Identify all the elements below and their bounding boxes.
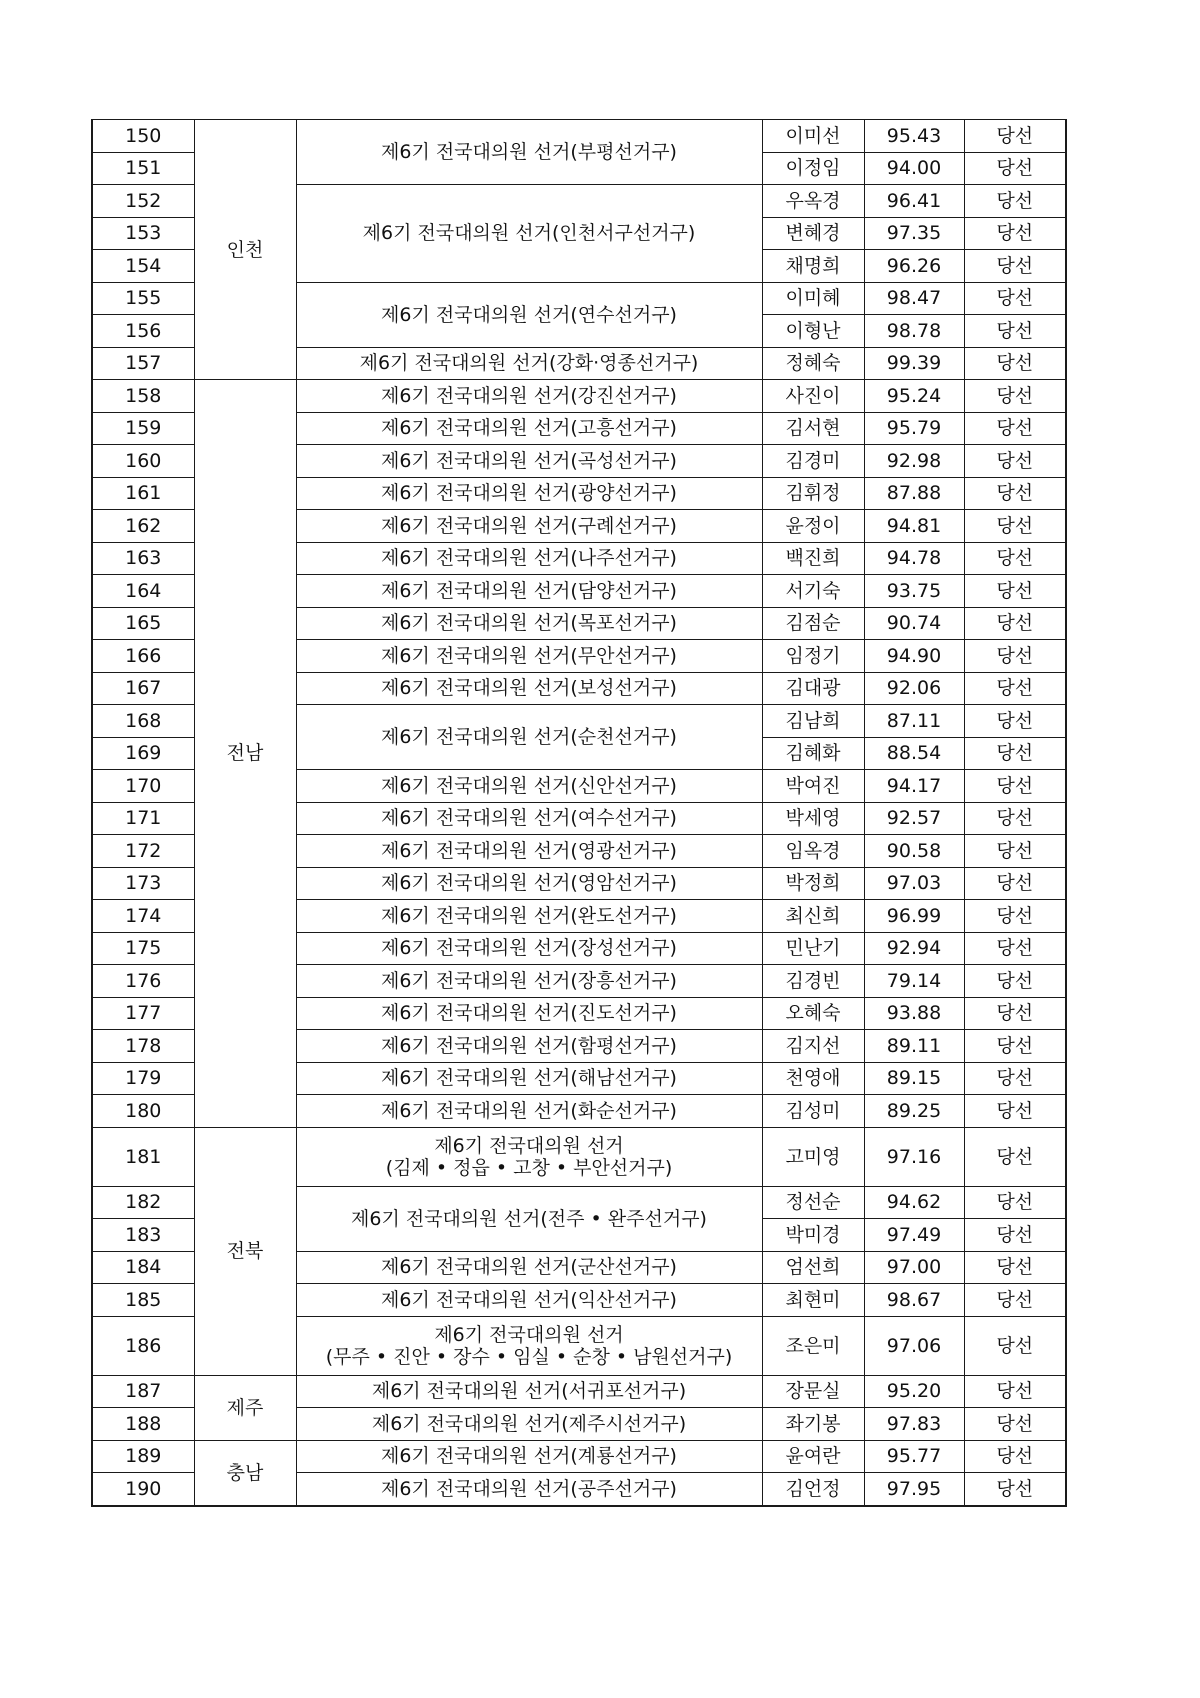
row-number-cell: 167: [92, 672, 194, 705]
vote-rate-cell: 87.11: [864, 705, 964, 738]
vote-rate-cell: 89.15: [864, 1062, 964, 1095]
row-number-cell: 189: [92, 1440, 194, 1473]
vote-rate-cell: 99.39: [864, 347, 964, 380]
election-title: 제6기 전국대의원 선거(인천서구선거구): [362, 222, 696, 245]
vote-rate-cell: 94.81: [864, 510, 964, 543]
vote-rate-cell: 87.88: [864, 477, 964, 510]
vote-rate-cell: 94.17: [864, 770, 964, 803]
election-cell: [296, 1440, 762, 1473]
election-title: 제6기 전국대의원 선거(순천선거구): [381, 726, 677, 748]
candidate-name-cell: 천영애: [762, 1062, 864, 1095]
election-cell: [296, 510, 762, 543]
table-row: [92, 1375, 1066, 1408]
row-number-cell: 177: [92, 997, 194, 1030]
row-number-cell: 154: [92, 250, 194, 283]
election-title: 제6기 전국대의원 선거(부평선거구): [381, 141, 677, 163]
result-cell: 당선: [964, 1062, 1066, 1095]
vote-rate-cell: 79.14: [864, 965, 964, 998]
election-cell: [296, 542, 762, 575]
election-title: 제6기 전국대의원 선거(전주 • 완주선거구): [351, 1207, 707, 1230]
vote-rate-cell: 94.78: [864, 542, 964, 575]
candidate-name-cell: 김휘정: [762, 477, 864, 510]
row-number-cell: 164: [92, 575, 194, 608]
row-number-cell: 166: [92, 640, 194, 673]
election-cell: [296, 575, 762, 608]
result-cell: 당선: [964, 867, 1066, 900]
result-cell: 당선: [964, 672, 1066, 705]
election-cell: [296, 380, 762, 413]
vote-rate-cell: 90.74: [864, 607, 964, 640]
election-cell: [296, 445, 762, 478]
vote-rate-cell: 93.88: [864, 997, 964, 1030]
candidate-name-cell: 정선순: [762, 1186, 864, 1219]
election-title: 제6기 전국대의원 선거(무안선거구): [381, 644, 677, 667]
row-number-cell: 190: [92, 1473, 194, 1506]
election-cell: [296, 1316, 762, 1375]
vote-rate-cell: 89.11: [864, 1030, 964, 1063]
result-cell: 당선: [964, 477, 1066, 510]
election-title: 제6기 전국대의원 선거(영암선거구): [381, 872, 677, 895]
election-title: 제6기 전국대의원 선거(서귀포선거구): [371, 1380, 687, 1403]
row-number-cell: 173: [92, 867, 194, 900]
election-cell: [296, 1251, 762, 1284]
vote-rate-cell: 97.83: [864, 1408, 964, 1441]
vote-rate-cell: 95.77: [864, 1440, 964, 1473]
result-cell: 당선: [964, 1316, 1066, 1375]
candidate-name-cell: 윤정이: [762, 510, 864, 543]
row-number-cell: 157: [92, 347, 194, 380]
election-title: 제6기 전국대의원 선거(장흥선거구): [381, 969, 677, 992]
election-title: 제6기 전국대의원 선거(여수선거구): [381, 807, 677, 830]
result-cell: 당선: [964, 380, 1066, 413]
candidate-name-cell: 우옥경: [762, 185, 864, 218]
region-cell: 인천: [194, 120, 296, 380]
vote-rate-cell: 97.35: [864, 217, 964, 250]
row-number-cell: 165: [92, 607, 194, 640]
result-cell: 당선: [964, 445, 1066, 478]
election-cell: [296, 1127, 762, 1186]
vote-rate-cell: 97.49: [864, 1219, 964, 1252]
vote-rate-cell: 97.95: [864, 1473, 964, 1506]
vote-rate-cell: 95.79: [864, 412, 964, 445]
result-cell: 당선: [964, 1127, 1066, 1186]
election-title: 제6기 전국대의원 선거: [434, 1323, 624, 1346]
vote-rate-cell: 97.03: [864, 867, 964, 900]
candidate-name-cell: 서기숙: [762, 575, 864, 608]
result-cell: 당선: [964, 1440, 1066, 1473]
vote-rate-cell: 97.16: [864, 1127, 964, 1186]
row-number-cell: 163: [92, 542, 194, 575]
election-district: (김제 • 정읍 • 고창 • 부안선거구): [385, 1156, 673, 1179]
vote-rate-cell: 95.20: [864, 1375, 964, 1408]
region-cell: 제주: [194, 1375, 296, 1440]
election-cell: [296, 1186, 762, 1251]
result-cell: 당선: [964, 282, 1066, 315]
vote-rate-cell: 95.43: [864, 120, 964, 153]
vote-rate-cell: 94.62: [864, 1186, 964, 1219]
vote-rate-cell: 96.41: [864, 185, 964, 218]
election-title: 제6기 전국대의원 선거(제주시선거구): [371, 1412, 687, 1435]
election-cell: [296, 1030, 762, 1063]
election-cell: [296, 997, 762, 1030]
result-cell: 당선: [964, 120, 1066, 153]
election-cell: [296, 282, 762, 347]
row-number-cell: 180: [92, 1095, 194, 1128]
election-cell: [296, 477, 762, 510]
vote-rate-cell: 90.58: [864, 835, 964, 868]
result-cell: 당선: [964, 997, 1066, 1030]
candidate-name-cell: 정혜숙: [762, 347, 864, 380]
row-number-cell: 174: [92, 900, 194, 933]
election-cell: [296, 965, 762, 998]
election-title: 제6기 전국대의원 선거(담양선거구): [381, 579, 677, 602]
election-title: 제6기 전국대의원 선거(강화·영종선거구): [359, 352, 699, 375]
election-cell: [296, 185, 762, 283]
vote-rate-cell: 92.94: [864, 932, 964, 965]
row-number-cell: 160: [92, 445, 194, 478]
election-cell: [296, 835, 762, 868]
row-number-cell: 179: [92, 1062, 194, 1095]
region-cell: 전북: [194, 1127, 296, 1375]
election-title: 제6기 전국대의원 선거(익산선거구): [381, 1288, 677, 1311]
election-title: 제6기 전국대의원 선거(화순선거구): [381, 1099, 677, 1122]
candidate-name-cell: 박세영: [762, 802, 864, 835]
row-number-cell: 185: [92, 1284, 194, 1317]
election-title: 제6기 전국대의원 선거(계룡선거구): [381, 1445, 677, 1468]
election-title: 제6기 전국대의원 선거(고흥선거구): [381, 417, 677, 440]
election-title: 제6기 전국대의원 선거(곡성선거구): [381, 449, 677, 472]
election-cell: [296, 932, 762, 965]
vote-rate-cell: 97.00: [864, 1251, 964, 1284]
result-cell: 당선: [964, 1375, 1066, 1408]
candidate-name-cell: 김점순: [762, 607, 864, 640]
election-cell: [296, 900, 762, 933]
candidate-name-cell: 이형난: [762, 315, 864, 348]
election-title: 제6기 전국대의원 선거(구례선거구): [381, 514, 677, 537]
election-title: 제6기 전국대의원 선거(진도선거구): [381, 1002, 677, 1025]
row-number-cell: 178: [92, 1030, 194, 1063]
row-number-cell: 181: [92, 1127, 194, 1186]
election-cell: [296, 1408, 762, 1441]
vote-rate-cell: 94.00: [864, 152, 964, 185]
result-cell: 당선: [964, 835, 1066, 868]
row-number-cell: 171: [92, 802, 194, 835]
vote-rate-cell: 96.99: [864, 900, 964, 933]
election-cell: [296, 672, 762, 705]
region-cell: 전남: [194, 380, 296, 1128]
election-cell: [296, 1375, 762, 1408]
result-cell: 당선: [964, 640, 1066, 673]
vote-rate-cell: 88.54: [864, 737, 964, 770]
election-title: 제6기 전국대의원 선거(완도선거구): [381, 904, 677, 927]
row-number-cell: 153: [92, 217, 194, 250]
table-row: [92, 380, 1066, 413]
row-number-cell: 162: [92, 510, 194, 543]
vote-rate-cell: 98.67: [864, 1284, 964, 1317]
vote-rate-cell: 92.57: [864, 802, 964, 835]
election-cell: [296, 705, 762, 770]
row-number-cell: 184: [92, 1251, 194, 1284]
row-number-cell: 170: [92, 770, 194, 803]
row-number-cell: 158: [92, 380, 194, 413]
result-cell: 당선: [964, 217, 1066, 250]
vote-rate-cell: 97.06: [864, 1316, 964, 1375]
row-number-cell: 176: [92, 965, 194, 998]
election-title: 제6기 전국대의원 선거(장성선거구): [381, 937, 677, 960]
result-cell: 당선: [964, 575, 1066, 608]
result-cell: 당선: [964, 1095, 1066, 1128]
candidate-name-cell: 변혜경: [762, 217, 864, 250]
vote-rate-cell: 89.25: [864, 1095, 964, 1128]
candidate-name-cell: 김언정: [762, 1473, 864, 1506]
result-cell: 당선: [964, 1473, 1066, 1506]
result-cell: 당선: [964, 1219, 1066, 1252]
row-number-cell: 155: [92, 282, 194, 315]
election-cell: [296, 120, 762, 185]
candidate-name-cell: 박정희: [762, 867, 864, 900]
candidate-name-cell: 채명희: [762, 250, 864, 283]
row-number-cell: 169: [92, 737, 194, 770]
vote-rate-cell: 94.90: [864, 640, 964, 673]
candidate-name-cell: 김지선: [762, 1030, 864, 1063]
election-cell: [296, 607, 762, 640]
result-cell: 당선: [964, 770, 1066, 803]
candidate-name-cell: 김경미: [762, 445, 864, 478]
result-cell: 당선: [964, 802, 1066, 835]
election-cell: [296, 1062, 762, 1095]
row-number-cell: 168: [92, 705, 194, 738]
election-results-body: [92, 120, 1066, 1506]
candidate-name-cell: 김남희: [762, 705, 864, 738]
candidate-name-cell: 장문실: [762, 1375, 864, 1408]
result-cell: 당선: [964, 1186, 1066, 1219]
candidate-name-cell: 임정기: [762, 640, 864, 673]
result-cell: 당선: [964, 347, 1066, 380]
election-title: 제6기 전국대의원 선거(나주선거구): [381, 547, 677, 570]
election-cell: [296, 770, 762, 803]
result-cell: 당선: [964, 315, 1066, 348]
row-number-cell: 182: [92, 1186, 194, 1219]
result-cell: 당선: [964, 737, 1066, 770]
election-title: 제6기 전국대의원 선거(연수선거구): [381, 303, 677, 326]
election-title: 제6기 전국대의원 선거(보성선거구): [381, 677, 677, 700]
result-cell: 당선: [964, 932, 1066, 965]
election-cell: [296, 1095, 762, 1128]
election-cell: [296, 640, 762, 673]
row-number-cell: 172: [92, 835, 194, 868]
candidate-name-cell: 사진이: [762, 380, 864, 413]
candidate-name-cell: 김대광: [762, 672, 864, 705]
table-row: [92, 1440, 1066, 1473]
row-number-cell: 187: [92, 1375, 194, 1408]
vote-rate-cell: 98.78: [864, 315, 964, 348]
result-cell: 당선: [964, 607, 1066, 640]
row-number-cell: 188: [92, 1408, 194, 1441]
candidate-name-cell: 조은미: [762, 1316, 864, 1375]
result-cell: 당선: [964, 250, 1066, 283]
vote-rate-cell: 98.47: [864, 282, 964, 315]
election-title: 제6기 전국대의원 선거(해남선거구): [381, 1067, 677, 1090]
candidate-name-cell: 윤여란: [762, 1440, 864, 1473]
election-cell: [296, 1473, 762, 1506]
candidate-name-cell: 박미경: [762, 1219, 864, 1252]
election-title: 제6기 전국대의원 선거(군산선거구): [381, 1256, 677, 1279]
candidate-name-cell: 김경빈: [762, 965, 864, 998]
row-number-cell: 175: [92, 932, 194, 965]
result-cell: 당선: [964, 542, 1066, 575]
election-title: 제6기 전국대의원 선거(광양선거구): [381, 482, 677, 505]
election-cell: [296, 1284, 762, 1317]
election-cell: [296, 867, 762, 900]
election-title: 제6기 전국대의원 선거: [434, 1134, 624, 1157]
candidate-name-cell: 김성미: [762, 1095, 864, 1128]
election-cell: [296, 347, 762, 380]
row-number-cell: 159: [92, 412, 194, 445]
result-cell: 당선: [964, 705, 1066, 738]
region-cell: 충남: [194, 1440, 296, 1506]
vote-rate-cell: 95.24: [864, 380, 964, 413]
election-title: 제6기 전국대의원 선거(영광선거구): [381, 839, 677, 862]
election-title: 제6기 전국대의원 선거(공주선거구): [381, 1477, 677, 1500]
row-number-cell: 150: [92, 120, 194, 153]
election-title: 제6기 전국대의원 선거(신안선거구): [381, 774, 677, 797]
vote-rate-cell: 92.98: [864, 445, 964, 478]
row-number-cell: 152: [92, 185, 194, 218]
candidate-name-cell: 임옥경: [762, 835, 864, 868]
result-cell: 당선: [964, 510, 1066, 543]
result-cell: 당선: [964, 965, 1066, 998]
result-cell: 당선: [964, 412, 1066, 445]
candidate-name-cell: 최신희: [762, 900, 864, 933]
candidate-name-cell: 엄선희: [762, 1251, 864, 1284]
candidate-name-cell: 최현미: [762, 1284, 864, 1317]
candidate-name-cell: 이미선: [762, 120, 864, 153]
candidate-name-cell: 오혜숙: [762, 997, 864, 1030]
row-number-cell: 183: [92, 1219, 194, 1252]
election-cell: [296, 802, 762, 835]
election-cell: [296, 412, 762, 445]
result-cell: 당선: [964, 1284, 1066, 1317]
election-results-table: [91, 119, 1067, 1507]
result-cell: 당선: [964, 1030, 1066, 1063]
election-district: (무주 • 진안 • 장수 • 임실 • 순창 • 남원선거구): [325, 1345, 733, 1368]
election-title: 제6기 전국대의원 선거(함평선거구): [381, 1034, 677, 1057]
row-number-cell: 151: [92, 152, 194, 185]
election-title: 제6기 전국대의원 선거(강진선거구): [381, 384, 677, 407]
result-cell: 당선: [964, 185, 1066, 218]
candidate-name-cell: 이미혜: [762, 282, 864, 315]
row-number-cell: 186: [92, 1316, 194, 1375]
vote-rate-cell: 93.75: [864, 575, 964, 608]
result-cell: 당선: [964, 152, 1066, 185]
table-row: [92, 120, 1066, 153]
candidate-name-cell: 좌기봉: [762, 1408, 864, 1441]
vote-rate-cell: 96.26: [864, 250, 964, 283]
row-number-cell: 161: [92, 477, 194, 510]
result-cell: 당선: [964, 1251, 1066, 1284]
result-cell: 당선: [964, 900, 1066, 933]
result-cell: 당선: [964, 1408, 1066, 1441]
row-number-cell: 156: [92, 315, 194, 348]
candidate-name-cell: 김혜화: [762, 737, 864, 770]
vote-rate-cell: 92.06: [864, 672, 964, 705]
table-row: [92, 1127, 1066, 1186]
election-title: 제6기 전국대의원 선거(목포선거구): [381, 612, 677, 635]
candidate-name-cell: 박여진: [762, 770, 864, 803]
candidate-name-cell: 김서현: [762, 412, 864, 445]
candidate-name-cell: 백진희: [762, 542, 864, 575]
candidate-name-cell: 민난기: [762, 932, 864, 965]
candidate-name-cell: 이정임: [762, 152, 864, 185]
candidate-name-cell: 고미영: [762, 1127, 864, 1186]
